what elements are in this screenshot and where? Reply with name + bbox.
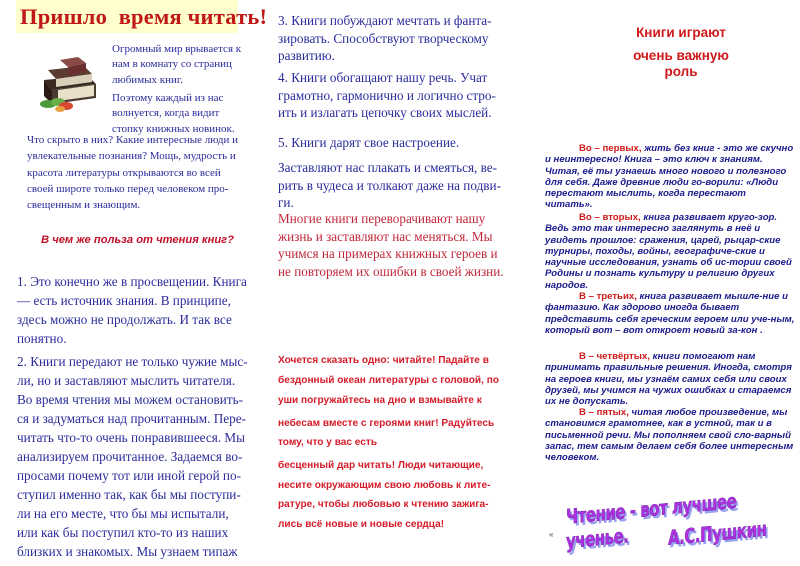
reason-4: В – четвёртых, книги помогают нам принимать правильные решения. Иногда, смотря на героев книги, мы узнаём самих себя или своих друзей, мы учимся на чужих ошибках и стараемся их не допускать. xyxy=(545,351,792,408)
pushkin-author: А.С.Пушкин xyxy=(668,516,767,551)
point-1: 1. Это конечно же в просвещении. Книга — есть источник знания. В принципе, здесь можно не продолжать. И так все понятно. xyxy=(17,274,247,346)
point-4: 4. Книги обогащают нашу речь. Учат грамотно, гармонично и логично стро- ить и излагать цепочку своих мыслей. xyxy=(278,70,496,120)
page-title: Пришло время читать! xyxy=(20,4,268,29)
call-paragraph-2: небесам вместе с героями книг! Радуйтесь тому, что у вас есть xyxy=(278,418,495,448)
books-image xyxy=(34,52,104,114)
reason-5: В – пятых, читая любое произведение, мы становимся грамотнее, как в устной, так и в письменной речи. Мы пополняем свой сло-варный запас, тем самым делаем себя более интересным человеком. xyxy=(545,407,794,464)
reason-3: В – третьих, книга развивает мышле-ние и фантазию. Как здорово иногда бывает представить себя греческим героем или уче-ным, который вот – вот откроет новый за-кон . xyxy=(545,291,795,336)
intro-paragraph-1: Огромный мир врывается к нам в комнату со страниц любимых книг. xyxy=(112,43,242,86)
point-2: 2. Книги передают не только чужие мыс- ли, но и заставляют мыслить читателя. Во время чтения мы можем остановить- ся и задуматься над прочитанным. Пере- читать что-то очень понравившееся. Мы анализируем прочитанное. Задаемся во- просами почему тот или иной герой по- ступил именно так, как бы мы поступи- ли на его месте, что бы мы испытали, или как бы поступил кто-то из наших близких и знакомых. Мы узнаем типаж xyxy=(17,354,248,559)
benefit-heading: В чем же польза от чтения книг? xyxy=(41,234,234,246)
call-paragraph-3: бесценный дар читать! Люди читающие, несите окружающим свою любовь к лите- ратуре, чтобы любовью к чтению зажига- лись всё новые и новые сердца! xyxy=(278,460,491,530)
reason-1-lead: Во – первых, xyxy=(579,143,642,154)
point-5-title: 5. Книги дарят свое настроение. xyxy=(278,135,460,150)
reason-5-lead: В – пятых, xyxy=(579,407,629,418)
intro-continuation: Что скрыто в них? Какие интересные люди и увлекательные познания? Мощь, мудрость и красота литературы открываются во всей своей широте только перед человеком про- свещенным и знающим. xyxy=(27,134,239,212)
point-3: 3. Книги побуждают мечтать и фанта- зировать. Способствуют творческому развитию. xyxy=(278,13,492,63)
reason-2-lead: Во – вторых, xyxy=(579,212,641,223)
right-title-line-2: очень важную xyxy=(633,48,729,63)
stray-quote-mark: « xyxy=(549,530,554,539)
pushkin-quote: Чтение - вот лучшее ученье. xyxy=(566,488,737,554)
reason-3-lead: В – третьих, xyxy=(579,291,637,302)
call-paragraph-1: Хочется сказать одно: читайте! Падайте в бездонный океан литературы с головой, по уши погружайтесь на дно и взмывайте к xyxy=(278,355,499,406)
point-5-text: Заставляют нас плакать и смеяться, ве- рить в чудеса и толкают даже на подви- ги. xyxy=(278,160,501,210)
right-title-line-1: Книги играют xyxy=(636,25,726,40)
change-paragraph: Многие книги переворачивают нашу жизнь и заставляют нас меняться. Мы учимся на примерах книжных героев и не повторяем их ошибки в своей жизни. xyxy=(278,211,504,279)
right-title-line-3: роль xyxy=(664,64,698,79)
reason-4-lead: В – четвёртых, xyxy=(579,351,650,362)
intro-paragraph-2: Поэтому каждый из нас волнуется, когда видит стопку книжных новинок. xyxy=(112,92,235,135)
reason-2: Во – вторых, книга развивает круго-зор. Ведь это так интересно заглянуть в неё и увидеть прошлое: сражения, царей, рыцар-ские турниры, походы, войны, географиче-ские и научные исследования, узнать об ис-тории своей Родины и познать культуру и религию других народов. xyxy=(545,212,792,291)
reason-1: Во – первых, жить без книг - это же скучно и неинтересно! Книга – это ключ к знаниям. Читая, её ты узнаешь много нового и полезного для себя. Даже древние люди го-ворили: «Люди перестают мыслить, когда перестают читать». xyxy=(545,143,794,211)
